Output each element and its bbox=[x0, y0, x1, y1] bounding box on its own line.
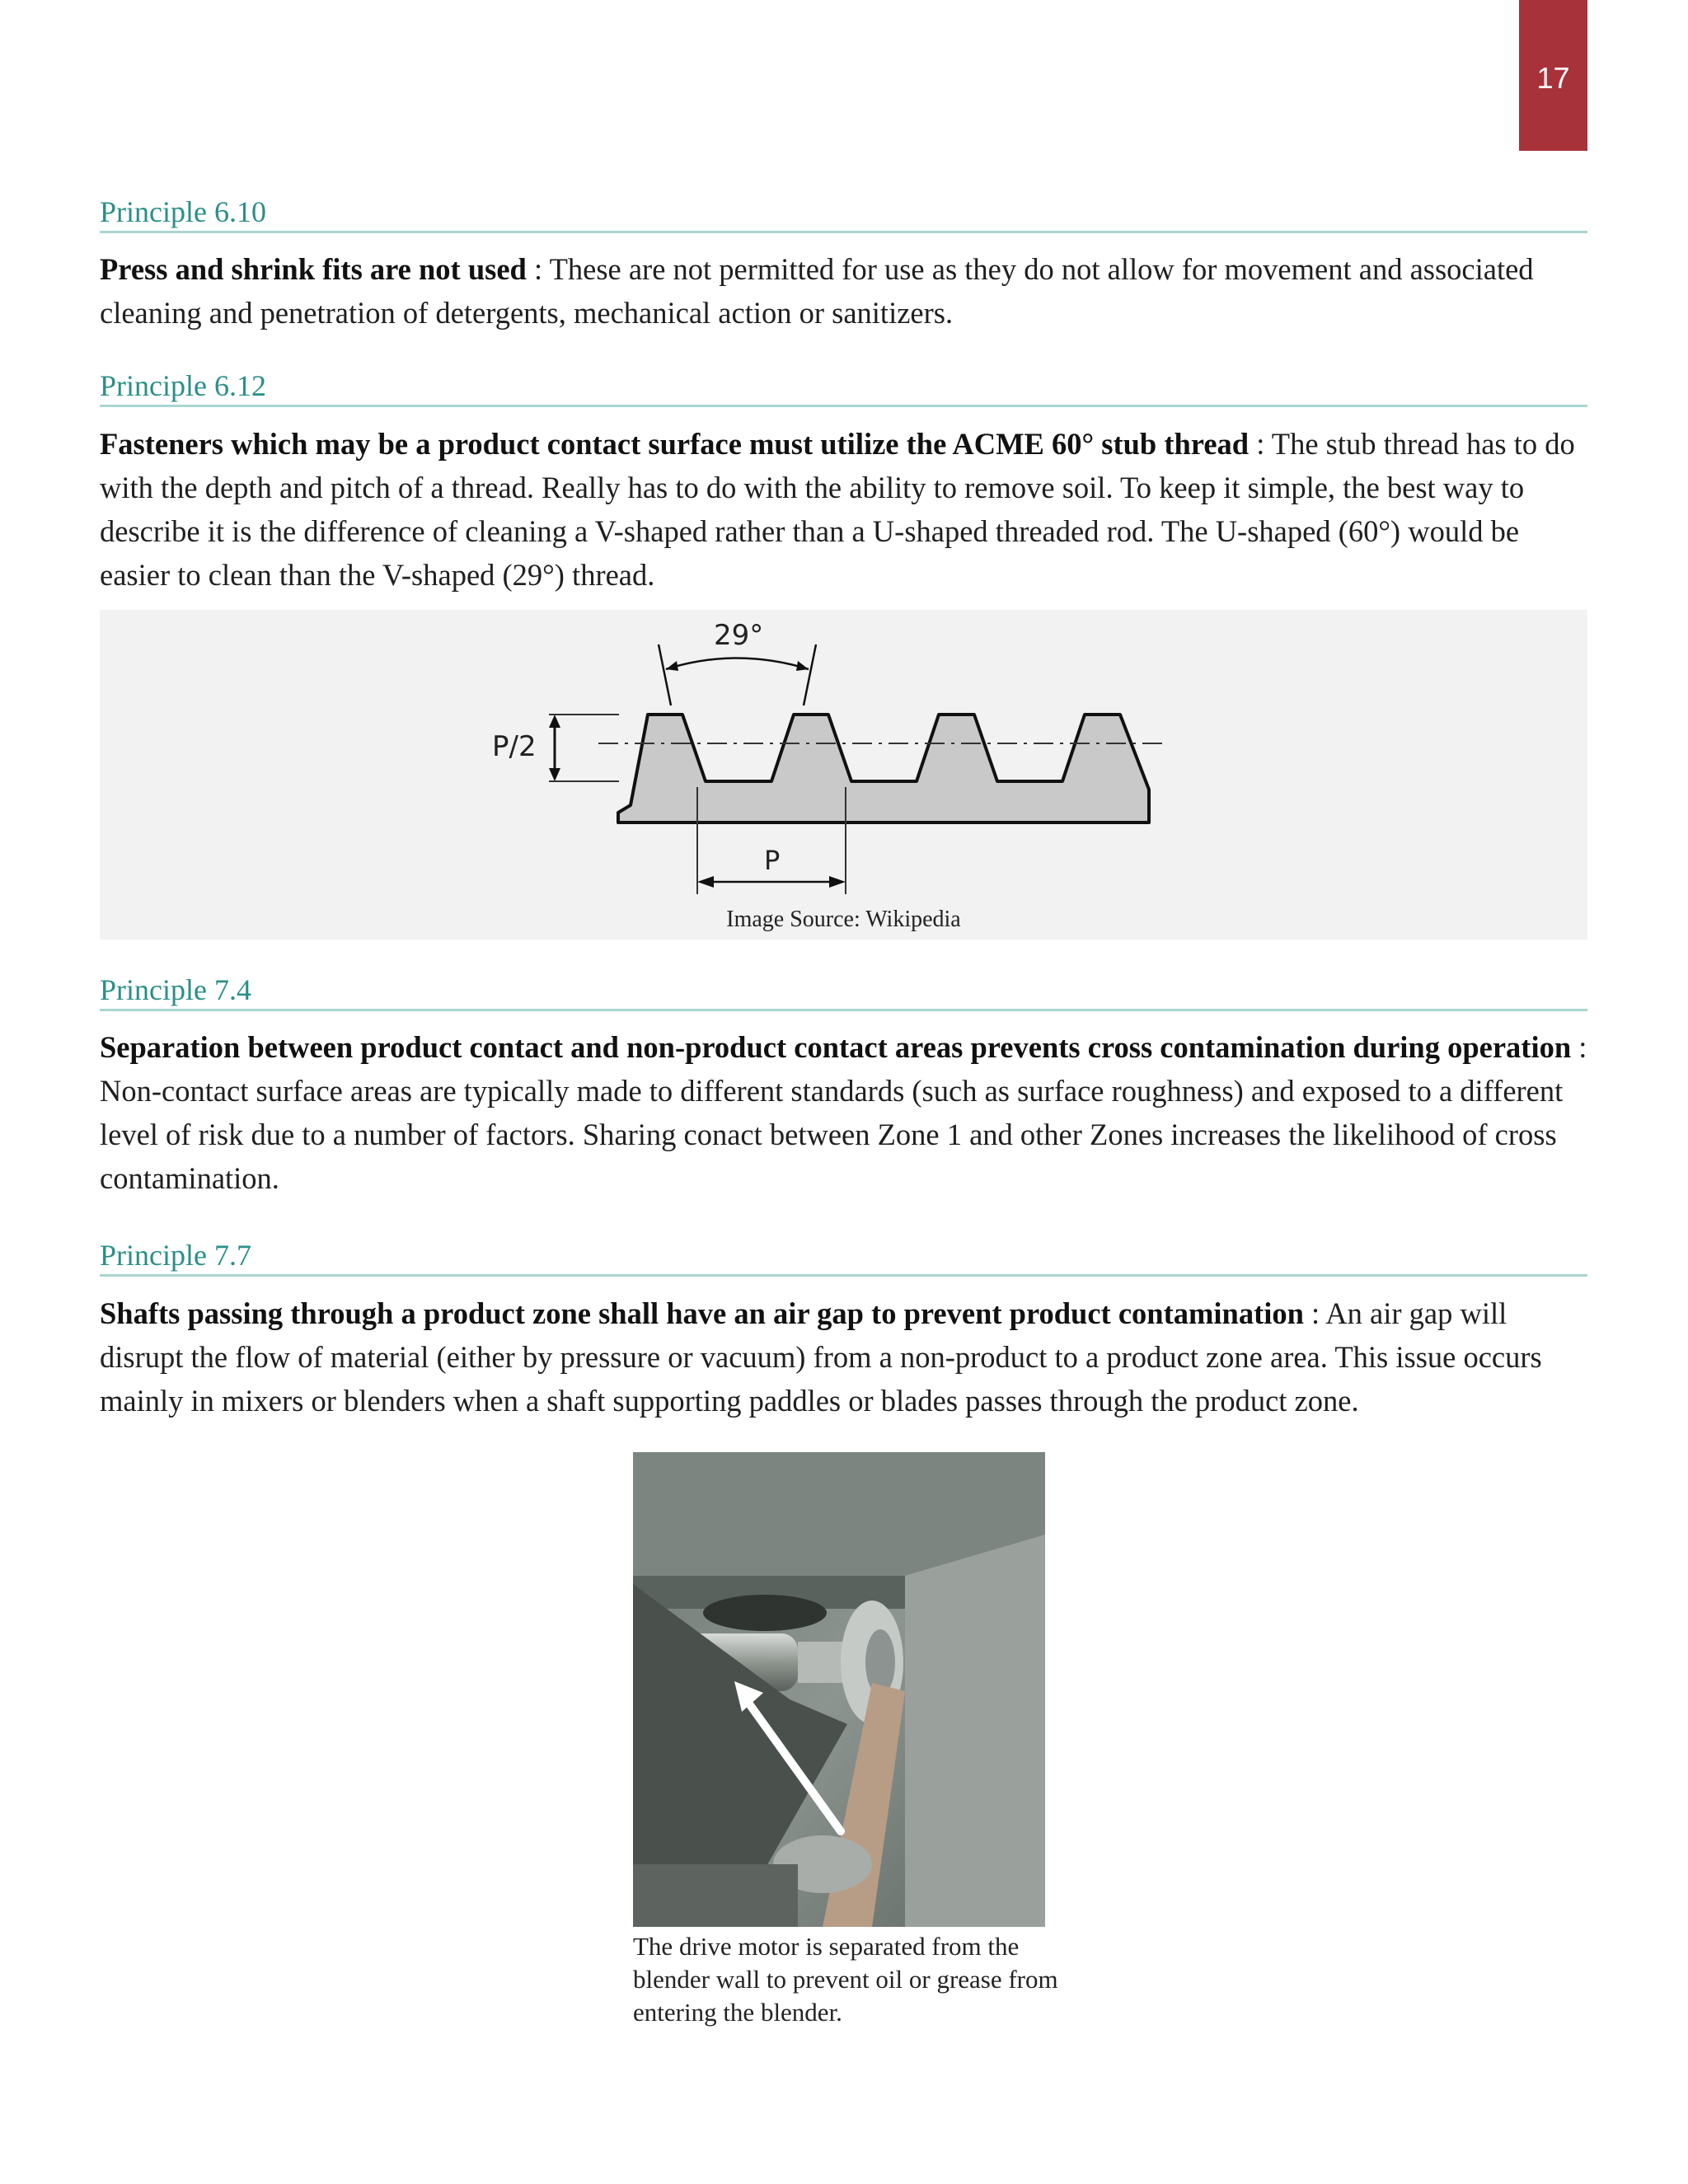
section-paragraph bbox=[100, 422, 1587, 597]
section-paragraph bbox=[100, 247, 1587, 335]
half-pitch-label: P/2 bbox=[492, 730, 537, 763]
arrowhead bbox=[549, 715, 560, 728]
section-text: : An air gap will disrupt the flow of material (either by pressure or vacuum) from a non-product to a product zone area. This issue occurs mainly in mixers or blenders when a shaft supporting paddles or blades passes through the product zone. bbox=[100, 1296, 1542, 1418]
section-heading: Principle 6.10 bbox=[100, 194, 1587, 233]
section-bold-lead: Separation between product contact and non-product contact areas prevents cross contamination during operation bbox=[100, 1030, 1572, 1064]
arrowhead bbox=[697, 876, 714, 888]
blender-drive-photo bbox=[633, 1452, 1045, 1927]
arrowhead bbox=[549, 768, 560, 781]
arrowhead bbox=[829, 876, 846, 888]
thread-diagram-panel bbox=[100, 610, 1587, 940]
arrowhead bbox=[796, 661, 809, 671]
section-text: : The stub thread has to do with the depth and pitch of a thread. Really has to do with the ability to remove soil. To keep it simple, the best way to describe it is the difference of cleaning a V-shaped rather than a U-shaped threaded rod. The U-shaped (60°) would be easier to clean than the V-shaped (29°) thread. bbox=[100, 427, 1575, 592]
angle-line bbox=[659, 644, 671, 705]
thread-profile-diagram bbox=[100, 610, 1587, 940]
section-paragraph bbox=[100, 1025, 1587, 1200]
section-heading: Principle 7.7 bbox=[100, 1238, 1587, 1277]
section-paragraph bbox=[100, 1291, 1587, 1422]
pitch-label: P bbox=[764, 845, 781, 876]
section-heading: Principle 7.4 bbox=[100, 972, 1587, 1011]
section-bold-lead: Press and shrink fits are not used bbox=[100, 252, 527, 286]
angle-line bbox=[804, 644, 816, 705]
page-number: 17 bbox=[1519, 0, 1587, 151]
section-bold-lead: Fasteners which may be a product contact surface must utilize the ACME 60° stub thread bbox=[100, 427, 1250, 461]
arrowhead bbox=[666, 661, 678, 671]
section-text: : These are not permitted for use as they do not allow for movement and associated cleaning and penetration of detergents, mechanical action or sanitizers. bbox=[100, 252, 1534, 330]
section-bold-lead: Shafts passing through a product zone shall have an air gap to prevent product contamination bbox=[100, 1296, 1304, 1330]
photo-caption: The drive motor is separated from the blender wall to prevent oil or grease from entering the blender. bbox=[633, 1932, 1058, 2027]
angle-arc bbox=[666, 658, 809, 670]
diagram-caption: Image Source: Wikipedia bbox=[726, 907, 961, 932]
angle-label: 29° bbox=[714, 619, 764, 652]
section-heading: Principle 6.12 bbox=[100, 368, 1587, 407]
section-text: : Non-contact surface areas are typically made to different standards (such as surface roughness) and exposed to a different level of risk due to a number of factors. Sharing conact between Zone 1 and other Zones increases the likelihood of cross contamination. bbox=[100, 1030, 1587, 1195]
